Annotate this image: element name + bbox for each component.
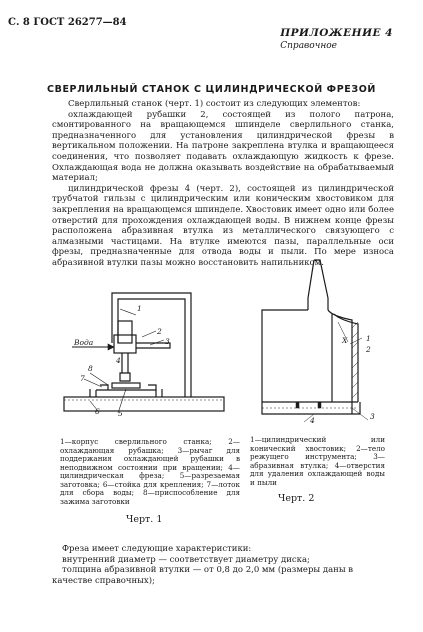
figure1-drawing <box>60 285 235 425</box>
fig1-label-3: 3 <box>165 337 170 346</box>
appendix-title: ПРИЛОЖЕНИЕ 4 <box>280 27 393 39</box>
figure1-title: Черт. 1 <box>126 514 163 525</box>
characteristic-diameter: внутренний диаметр — соответствует диаметру диска; <box>62 554 310 565</box>
fig1-label-7: 7 <box>80 374 85 383</box>
fig2-label-2: 2 <box>366 345 371 354</box>
fig1-label-2: 2 <box>157 327 162 336</box>
paragraph-jacket: охлаждающей рубашки 2, состоящей из полого патрона, смонтированного на вращающемся шпинделе сверлильного станка, предназначенного для установления цилиндрической фрезы в вертикальном положении. На патроне закреплена втулка и вращающееся соединения, что позволяет подавать охлаждающую жидкость к фрезе. Охлаждающая вода не должна оказывать воздействие на обрабатываемый материал; <box>52 109 394 184</box>
characteristics-text <box>52 544 394 586</box>
paragraph-intro: Сверлильный станок (черт. 1) состоит из следующих элементов: <box>68 99 361 109</box>
characteristics-intro: Фреза имеет следующие характеристики: <box>62 544 252 554</box>
fig2-label-x: X <box>342 336 348 345</box>
fig1-label-1: 1 <box>137 304 142 313</box>
figure2-caption: 1—цилиндрический или конический хвостовик; 2—тело режущего инструмента; 3—абразивная втулка; 4—отверстия для удаления охлаждающей воды и пыли <box>250 435 385 487</box>
appendix-subtitle: Справочное <box>280 41 337 51</box>
fig2-label-1: 1 <box>366 334 371 343</box>
characteristic-thickness: толщина абразивной втулки — от 0,8 до 2,0 мм (размеры даны в качестве справочных); <box>52 565 354 586</box>
document-title: СВЕРЛИЛЬНЫЙ СТАНОК С ЦИЛИНДРИЧЕСКОЙ ФРЕЗОЙ <box>47 84 376 95</box>
figure2-title: Черт. 2 <box>278 493 315 504</box>
fig2-label-4: 4 <box>310 416 315 425</box>
fig1-label-8: 8 <box>88 364 93 373</box>
fig2-label-3: 3 <box>370 412 375 421</box>
fig1-label-voda: Вода <box>74 338 94 347</box>
figure1-caption: 1—корпус сверлильного станка; 2—охлаждающая рубашка; 3—рычаг для поддержания охлаждающей рубашки в неподвижном состоянии при вращении; 4—цилиндрическая фреза; 5—разрезаемая заготовка; 6—стойка для крепления; 7—лоток для сбора воды; 8—приспособление для зажима заготовки <box>60 437 240 506</box>
fig1-label-6: 6 <box>95 407 100 416</box>
body-text <box>52 99 394 269</box>
fig1-label-5: 5 <box>118 409 123 418</box>
paragraph-cutter: цилиндрической фрезы 4 (черт. 2), состоящей из цилиндрической трубчатой гильзы с цилиндрическим или коническим хвостовиком для закрепления на вращающемся шпинделе. Хвостовик имеет одно или более отверстий для прохождения охлаждающей воды. В нижнем конце фрезы расположена абразивная втулка из металлического связующего с алмазными частицами. На втулке имеются пазы, параллельные оси фрезы, предназначенные для отвода воды и пыли. По мере износа абразивной втулки пазы можно восстановить напильником. <box>52 183 394 268</box>
fig1-label-4: 4 <box>116 356 121 365</box>
page-header: С. 8 ГОСТ 26277—84 <box>8 17 127 28</box>
